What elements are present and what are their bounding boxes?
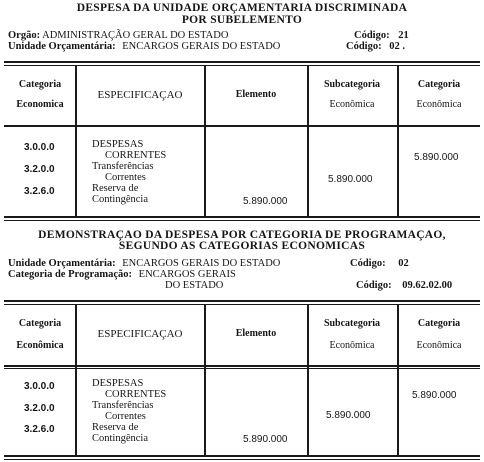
code-cell: 3.2.0.0 (24, 403, 55, 414)
spec-line: Correntes (105, 172, 146, 183)
programacao-value-line1: ENCARGOS GERAIS (138, 269, 236, 280)
spec-line: Reserva de (92, 422, 139, 433)
unidade-code-label: Código: (346, 41, 382, 52)
header-categoria-right-sub: Econômica (416, 99, 462, 110)
header2-categoria: Categoria (18, 318, 62, 329)
subcategoria-value: 5.890.000 (328, 174, 373, 185)
header-subcategoria-sub: Econômica (329, 99, 375, 110)
header2-categoria-right-sub: Econômica (416, 340, 462, 351)
elemento-value: 5.890.000 (243, 434, 288, 445)
unidade2-code (350, 258, 409, 269)
unidade-row (8, 41, 280, 52)
header-categoria: Categoria (18, 79, 62, 90)
table1-bottom-rule (4, 216, 480, 218)
elemento-value: 5.890.000 (243, 196, 288, 207)
table1-bottom-rule-inner (4, 220, 480, 221)
header-elemento: Elemento (235, 89, 277, 100)
code-cell: 3.2.0.0 (24, 164, 55, 175)
programacao-code (356, 280, 452, 291)
unidade-value: ENCARGOS GERAIS DO ESTADO (122, 41, 281, 52)
orgao-row (8, 30, 228, 41)
spec-line: Reserva de (92, 183, 139, 194)
unidade2-label: Unidade Orçamentária: (8, 258, 116, 269)
unidade-label: Unidade Orçamentária: (8, 41, 116, 52)
spec-line: DESPESAS (92, 378, 144, 389)
table2-top-rule (4, 300, 480, 302)
header2-subcategoria: Subcategoria (323, 318, 381, 329)
spec-line: DESPESAS (92, 139, 144, 150)
unidade2-code-value: 02 (398, 258, 409, 269)
code-cell: 3.2.6.0 (24, 186, 55, 197)
orgao-code-value: 21 (398, 30, 409, 41)
header2-subcategoria-sub: Econômica (329, 340, 375, 351)
spec-line: Transferências (92, 161, 154, 172)
table2-bottom-rule (4, 455, 480, 457)
spec-line: CORRENTES (105, 389, 167, 400)
programacao-code-label: Código: (356, 280, 392, 291)
section2-title-line2: SEGUNDO AS CATEGORIAS ECONOMICAS (118, 240, 366, 252)
header-categoria-right: Categoria (417, 79, 461, 90)
spec-line: Contingência (92, 194, 148, 205)
orgao-value: ADMINISTRAÇÃO GERAL DO ESTADO (42, 30, 229, 41)
orgao-code-label: Código: (354, 30, 390, 41)
header2-especificacao: ESPECIFICAÇAO (97, 328, 183, 340)
programacao-value-line2: DO ESTADO (165, 280, 224, 291)
section2-title-line1: DEMONSTRAÇAO DA DESPESA POR CATEGORIA DE PROGRAMAÇAO, (38, 229, 446, 241)
table1-top-rule (4, 61, 480, 63)
section1-title-line2: POR SUBELEMENTO (181, 14, 303, 26)
orgao-code (354, 30, 409, 41)
section1-title-line1: DESPESA DA UNIDADE ORÇAMENTARIA DISCRIMINADA (76, 2, 408, 14)
unidade-code (346, 41, 405, 52)
spec-line: Correntes (105, 411, 146, 422)
header2-elemento: Elemento (235, 328, 277, 339)
header2-categoria-sub: Econômica (16, 340, 64, 351)
categoria-value: 5.890.000 (414, 152, 459, 163)
orgao-label: Orgão: (8, 30, 41, 41)
header-categoria-sub: Economica (16, 99, 64, 110)
programacao-code-value: 09.62.02.00 (402, 280, 453, 291)
spec-line: Contingência (92, 433, 148, 444)
code-cell: 3.0.0.0 (24, 381, 55, 392)
spec-line: Transferências (92, 400, 154, 411)
unidade2-code-label: Código: (350, 258, 386, 269)
unidade-code-value: 02 . (389, 41, 405, 52)
programacao-label: Categoria de Programação: (8, 269, 133, 280)
code-cell: 3.2.6.0 (24, 424, 55, 435)
categoria-value: 5.890.000 (412, 390, 457, 401)
header-subcategoria: Subcategoria (323, 79, 381, 90)
subcategoria-value: 5.890.000 (326, 410, 371, 421)
spec-line: CORRENTES (105, 150, 167, 161)
unidade2-value: ENCARGOS GERAIS DO ESTADO (122, 258, 281, 269)
header2-categoria-right: Categoria (417, 318, 461, 329)
programacao-row (8, 269, 236, 280)
code-cell: 3.0.0.0 (24, 142, 55, 153)
unidade2-row (8, 258, 280, 269)
header-especificacao: ESPECIFICAÇAO (97, 89, 183, 101)
table2-bottom-rule-inner (4, 459, 480, 460)
